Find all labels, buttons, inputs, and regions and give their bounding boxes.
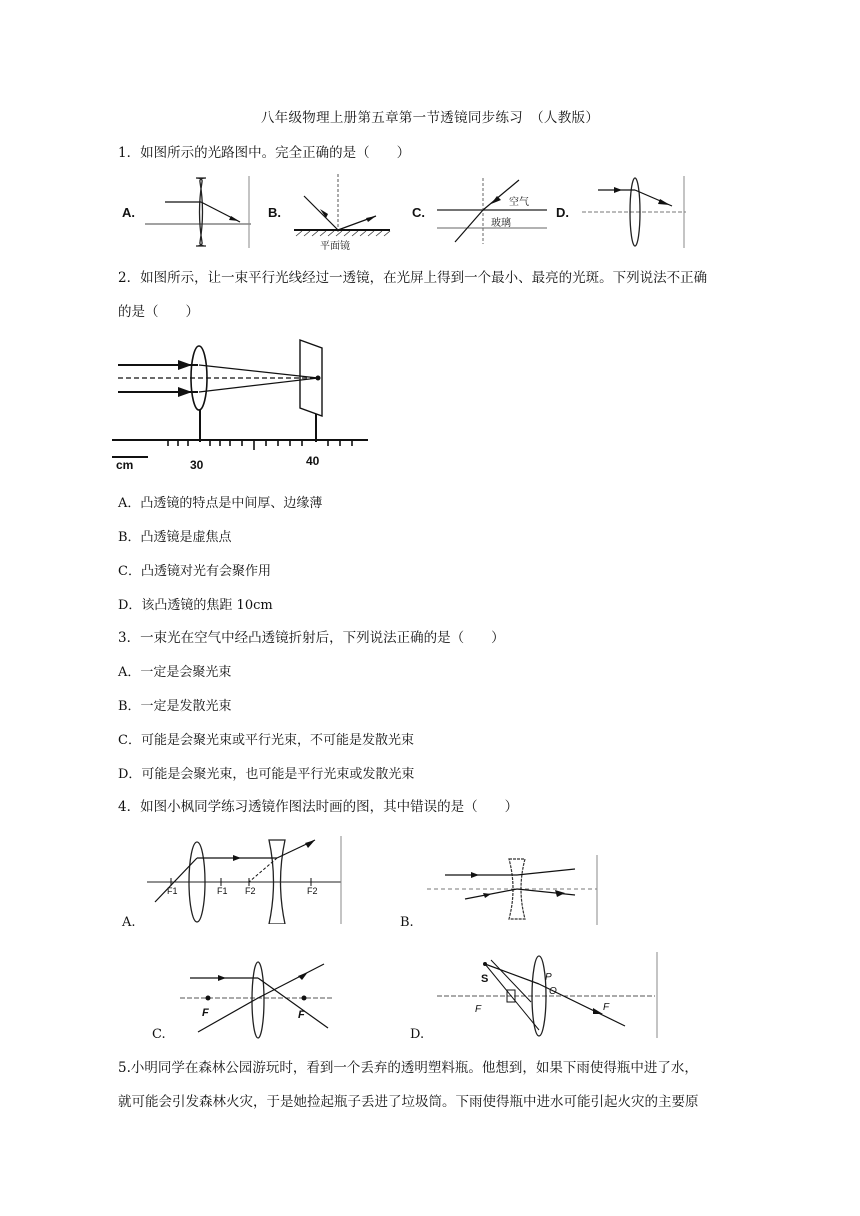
q3-option-b: B．一定是发散光束 <box>118 699 232 714</box>
mirror-label: 平面镜 <box>320 241 350 252</box>
q2-option-b: B．凸透镜是虚焦点 <box>118 530 232 545</box>
q1-figure-c <box>435 172 550 252</box>
q4d-p-label: P <box>545 972 552 983</box>
q4-figure-d <box>435 950 665 1040</box>
q4c-f-right: F <box>298 1009 305 1021</box>
q4a-f1-right: F1 <box>217 886 228 896</box>
q4d-o-label: O <box>549 986 557 997</box>
q4a-f1-left: F1 <box>167 886 178 896</box>
q2-option-d: D．该凸透镜的焦距 10cm <box>118 598 273 613</box>
question-5-text-line1: 5.小明同学在森林公园游玩时，看到一个丢弃的透明塑料瓶。他想到，如果下雨使得瓶中进了水， <box>118 1060 698 1076</box>
q1-figure-d <box>580 172 690 252</box>
q4-label-b: B. <box>400 915 414 930</box>
q1-option-c-label: C. <box>412 205 425 220</box>
q4a-f2-left: F2 <box>245 886 256 896</box>
q4-label-c: C. <box>152 1027 166 1042</box>
question-3-text: 3．一束光在空气中经凸透镜折射后，下列说法正确的是（ ） <box>118 630 505 646</box>
air-label: 空气 <box>509 197 529 208</box>
q4-label-d: D. <box>410 1027 425 1042</box>
q2-figure-lens-ruler <box>108 332 376 476</box>
q1-figure-a <box>145 172 255 252</box>
q3-option-a: A．一定是会聚光束 <box>118 665 232 680</box>
q4-figure-b <box>425 855 605 925</box>
q4-figure-a <box>145 832 345 924</box>
page-title: 八年级物理上册第五章第一节透镜同步练习 （人教版） <box>260 110 600 126</box>
q4d-f-right: F <box>603 1002 610 1013</box>
q2-option-c: C．凸透镜对光有会聚作用 <box>118 564 271 579</box>
glass-label: 玻璃 <box>491 218 511 229</box>
q1-option-d-label: D. <box>556 205 569 220</box>
question-5-text-line2: 就可能会引发森林火灾，于是她捡起瓶子丢进了垃圾筒。下雨使得瓶中进水可能引起火灾的主要原 <box>118 1094 699 1110</box>
q4-figure-c <box>178 958 338 1044</box>
question-2-text-line2: 的是（ ） <box>118 304 199 320</box>
q1-option-a-label: A. <box>122 205 135 220</box>
ruler-mark-40: 40 <box>306 454 320 468</box>
q2-option-a: A．凸透镜的特点是中间厚、边缘薄 <box>118 496 323 511</box>
q4d-s-label: S <box>481 973 489 985</box>
question-2-text-line1: 2．如图所示，让一束平行光线经过一透镜，在光屏上得到一个最小、最亮的光斑。下列说法不正确 <box>118 270 708 286</box>
question-4-text: 4．如图小枫同学练习透镜作图法时画的图，其中错误的是（ ） <box>118 799 519 815</box>
question-1-text: 1．如图所示的光路图中。完全正确的是（ ） <box>118 145 411 161</box>
q4d-f-left: F <box>475 1004 482 1015</box>
q1-option-b-label: B. <box>268 205 281 220</box>
q4c-f-left: F <box>202 1007 209 1019</box>
q3-option-c: C．可能是会聚光束或平行光束，不可能是发散光束 <box>118 733 414 748</box>
q4a-f2-right: F2 <box>307 886 318 896</box>
q4-label-a: A. <box>122 915 136 930</box>
ruler-mark-30: 30 <box>190 458 204 472</box>
q3-option-d: D．可能是会聚光束，也可能是平行光束或发散光束 <box>118 767 415 782</box>
ruler-unit-label: cm <box>116 458 134 472</box>
q1-figure-b <box>290 172 400 252</box>
